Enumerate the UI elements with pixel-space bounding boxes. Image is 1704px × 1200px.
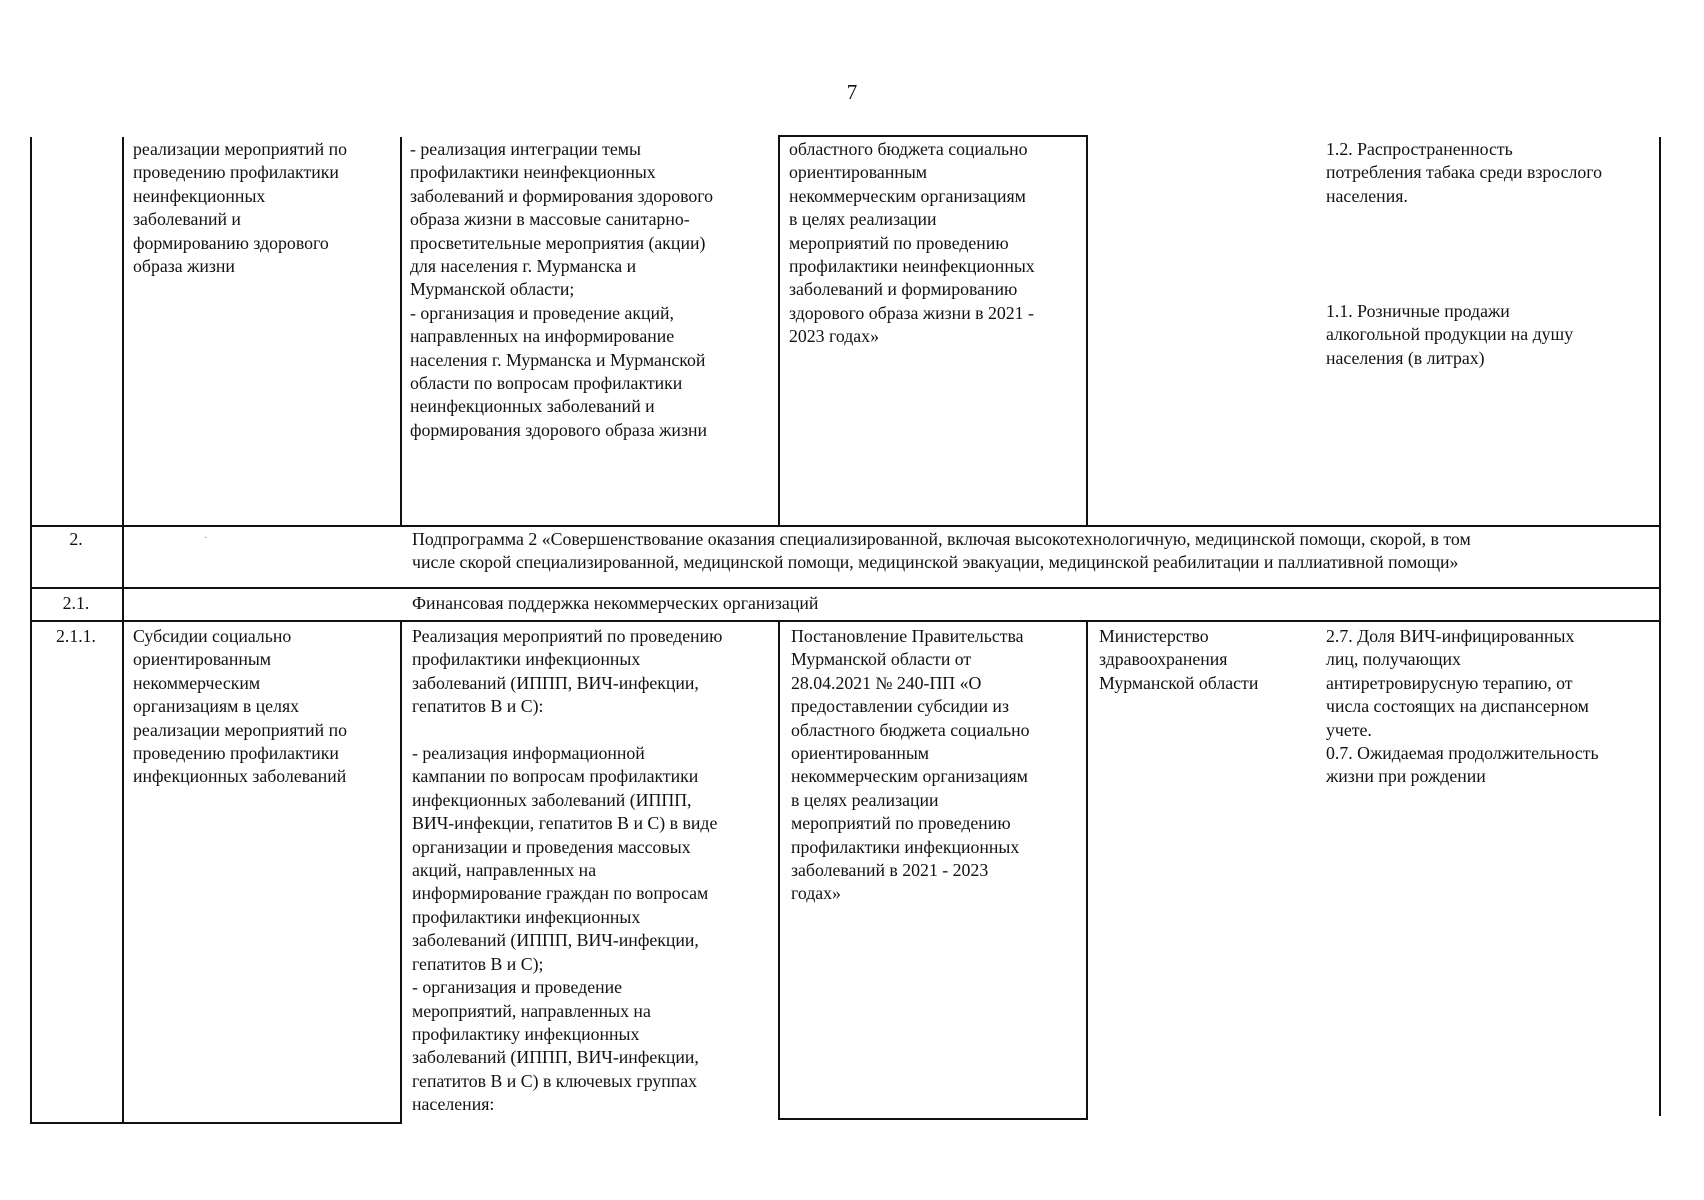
table-rule [1086, 135, 1088, 525]
measure-content-cell: Реализация мероприятий по проведению профилактики инфекционных заболеваний (ИППП, ВИЧ-инфекции, гепатитов В и С): - реализация информационной кампании по вопросам профилактики инфекционных заболеваний (ИППП, ВИЧ-инфекции, гепатитов В и С) в виде организации и проведения массовых акций, направленных на информирование граждан по вопросам профилактики инфекционных заболеваний (ИППП, ВИЧ-инфекции, гепатитов В и С); - организация и проведение мероприятий, направленных на профилактику инфекционных заболеваний (ИППП, ВИЧ-инфекции, гепатитов В и С) в ключевых группах населения: [412, 626, 723, 1115]
table-rule [1659, 137, 1661, 525]
table-rule [400, 137, 402, 525]
legal-document-cell: областного бюджета социально ориентированным некоммерческим организациям в целях реализации мероприятий по проведению профилактики неинфекционных заболеваний и формированию здорового образа жизни в 2021 - 2023 годах» [789, 139, 1035, 347]
row-number: 2.1.1. [55, 626, 96, 646]
table-rule [1659, 525, 1661, 620]
table-rule [30, 137, 32, 525]
measure-name-cell: Субсидии социально ориентированным некоммерческим организациям в целях реализации мероприятий по проведению профилактики инфекционных заболеваний [133, 626, 348, 787]
table-rule [778, 1118, 1088, 1120]
table-rule [30, 525, 1660, 527]
row-number: 2.1. [62, 593, 90, 613]
scan-mark: · [204, 533, 208, 544]
section-title: Финансовая поддержка некоммерческих организаций [412, 593, 819, 613]
page-number: 7 [846, 80, 858, 104]
table-rule [400, 620, 402, 1123]
indicator-cell: 2.7. Доля ВИЧ-инфицированных лиц, получающих антиретровирусную терапию, от числа состоящих на диспансерном учете. 0.7. Ожидаемая продолжительность жизни при рождении [1326, 626, 1599, 787]
indicator-cell: 1.1. Розничные продажи алкогольной продукции на душу населения (в литрах) [1326, 301, 1574, 368]
table-rule [122, 620, 124, 1123]
table-rule [30, 587, 1660, 589]
table-rule [30, 620, 32, 1123]
table-rule [30, 620, 1660, 622]
table-rule [778, 620, 780, 1119]
legal-document-cell: Постановление Правительства Мурманской области от 28.04.2021 № 240-ПП «О предоставлении субсидии из областного бюджета социально ориентированным некоммерческим организациям в целях реализации мероприятий по проведению профилактики инфекционных заболеваний в 2021 - 2023 годах» [791, 626, 1030, 904]
subprogram-title: Подпрограмма 2 «Совершенствование оказания специализированной, включая высокотехнологичную, медицинской помощи, скорой, в том числе скорой специализированной, медицинской помощи, медицинской эвакуации, медицинской реабилитации и паллиативной помощи» [412, 529, 1471, 573]
row-number: 2. [69, 529, 83, 549]
indicator-cell: 1.2. Распространенность потребления табака среди взрослого населения. [1326, 139, 1602, 206]
table-rule [778, 135, 1088, 137]
table-rule [122, 137, 124, 525]
table-rule [778, 135, 780, 525]
executor-cell: Министерство здравоохранения Мурманской области [1099, 626, 1259, 693]
table-rule [1086, 620, 1088, 1119]
measure-name-cell: реализации мероприятий по проведению профилактики неинфекционных заболеваний и формированию здорового образа жизни [133, 139, 348, 277]
table-rule [122, 525, 124, 620]
measure-content-cell: - реализация интеграции темы профилактики неинфекционных заболеваний и формирования здорового образа жизни в массовые санитарно- просветительные мероприятия (акции) для населения г. Мурманска и Мурманской области; - организация и проведение акций, направленных на информирование населения г. Мурманска и Мурманской области по вопросам профилактики неинфекционных заболеваний и формирования здорового образа жизни [410, 139, 714, 440]
table-rule [30, 1122, 402, 1124]
table-rule [1659, 620, 1661, 1116]
